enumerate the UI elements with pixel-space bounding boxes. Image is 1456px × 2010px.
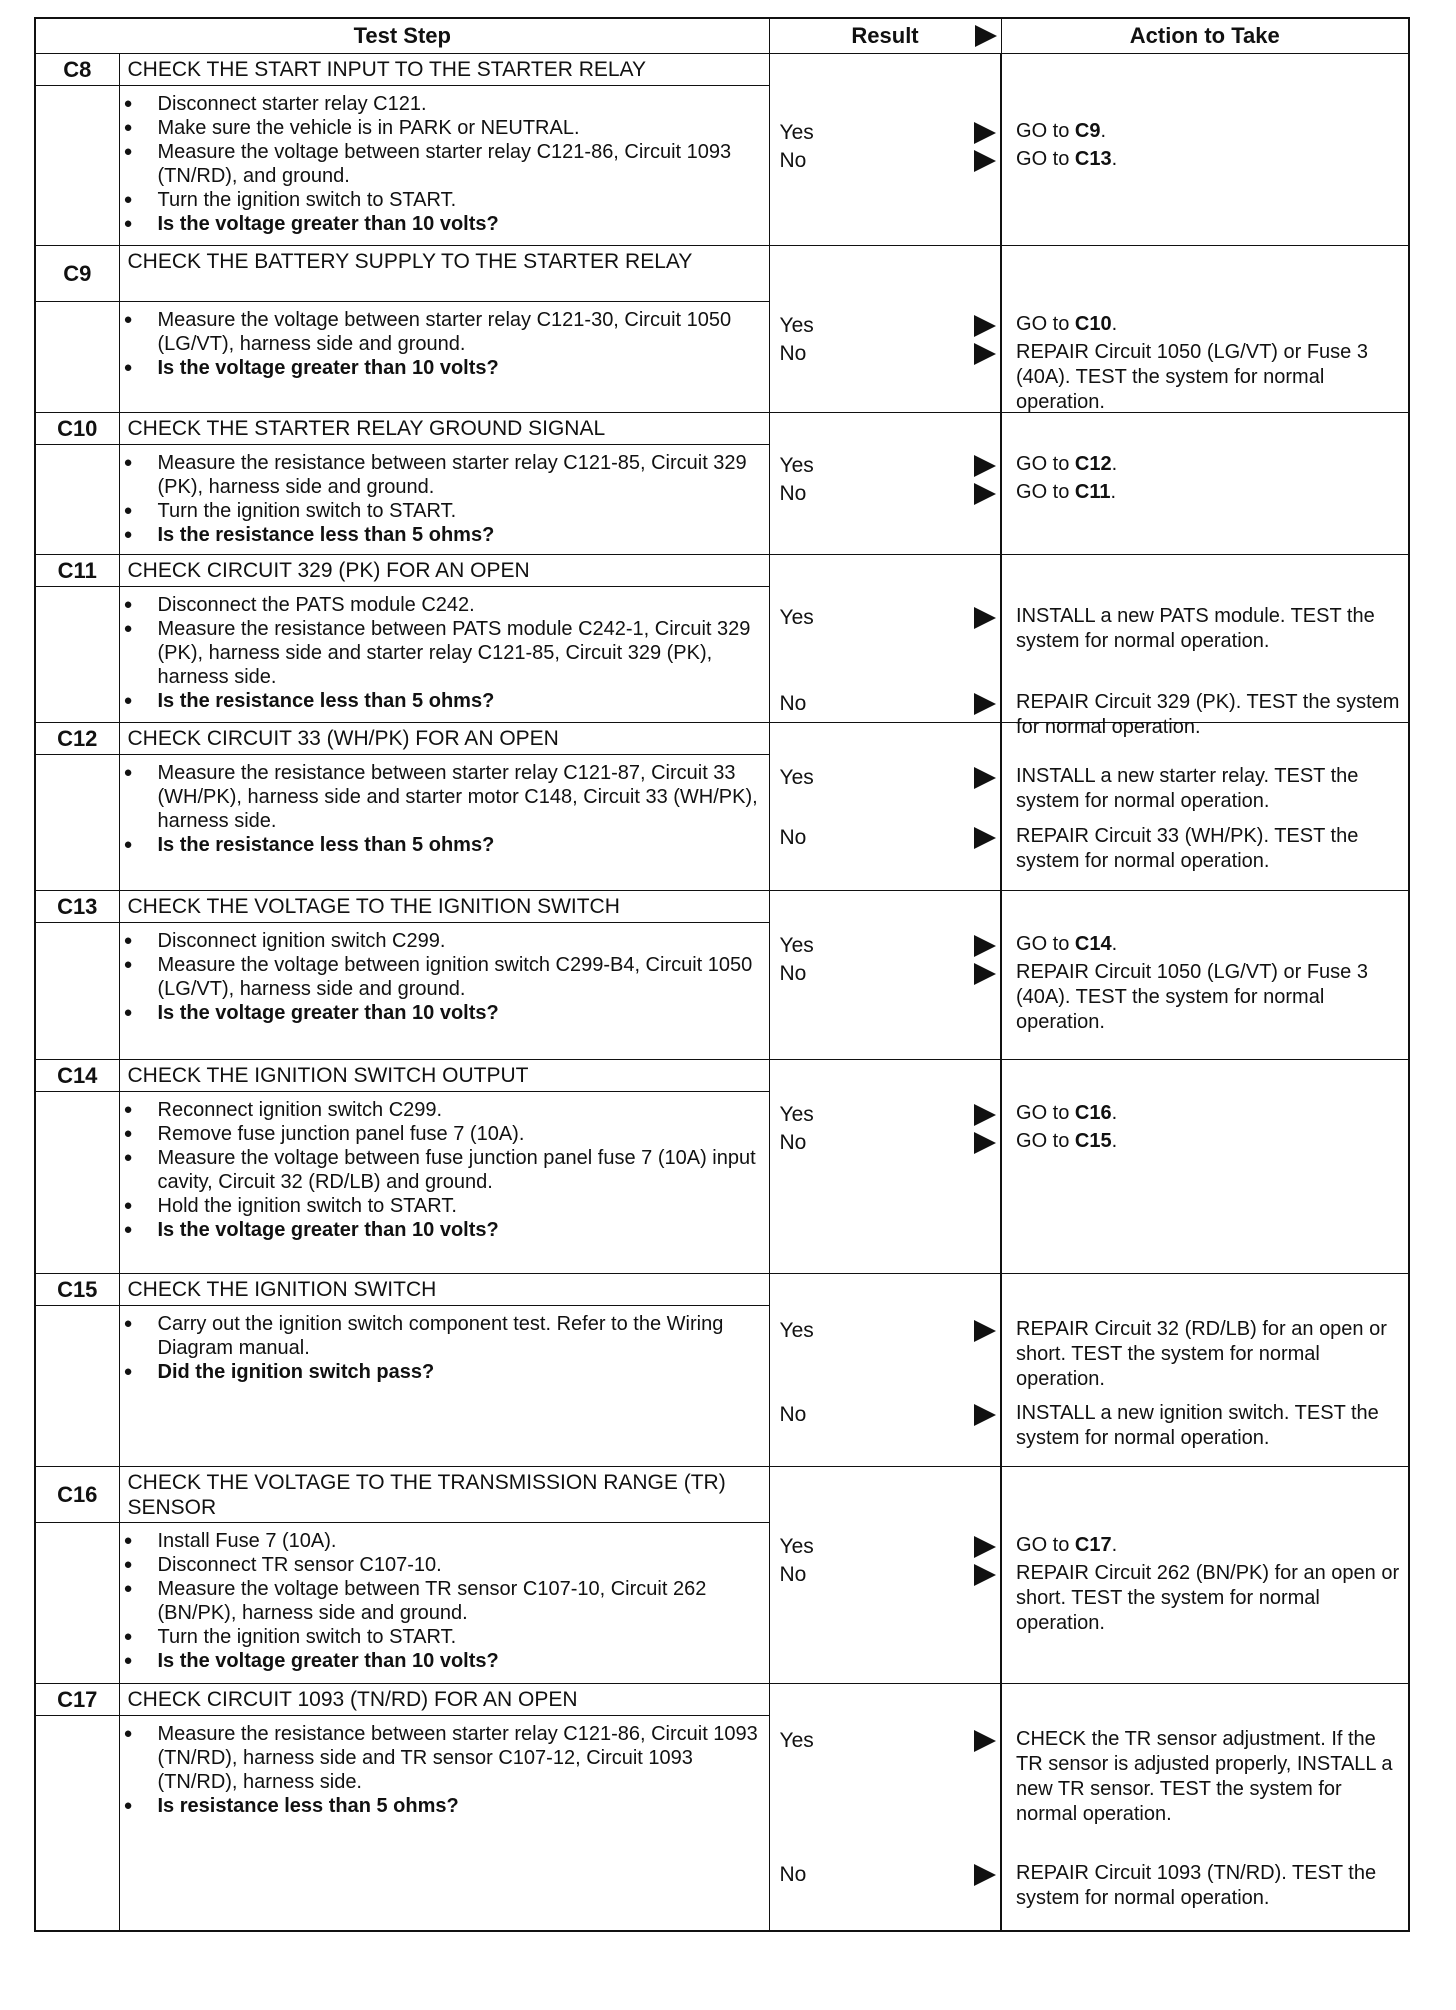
action-text <box>1016 764 1402 814</box>
instruction-item: ● Measure the voltage between starter relay C121-86, Circuit 1093 (TN/RD), and ground. <box>158 140 759 188</box>
arrow-right-icon <box>974 607 996 629</box>
pinpoint-test-table <box>34 17 1410 1932</box>
result-label: Yes <box>779 1729 814 1752</box>
result-line <box>780 1563 997 1593</box>
step-title-row <box>35 1684 1409 1716</box>
step-instructions <box>119 587 769 723</box>
arrow-right-icon <box>974 693 996 715</box>
result-label: No <box>779 1863 807 1886</box>
step-title-row <box>35 54 1409 86</box>
result-label: No <box>779 482 807 505</box>
step-result-cell <box>769 555 1001 723</box>
action-target-step: C15 <box>1074 1130 1112 1152</box>
result-line <box>780 1131 997 1161</box>
arrow-right-icon <box>974 1404 996 1426</box>
step-title-row <box>35 1060 1409 1092</box>
step-title: CHECK CIRCUIT 33 (WH/PK) FOR AN OPEN <box>119 723 769 755</box>
step-id: C17 <box>35 1684 119 1716</box>
instruction-item: ● Turn the ignition switch to START. <box>158 188 759 212</box>
action-text-main: GO to <box>1016 120 1075 142</box>
step-instructions <box>119 86 769 246</box>
action-target-step: C17 <box>1074 1534 1112 1556</box>
arrow-right-icon <box>974 343 996 365</box>
step-result-cell <box>769 246 1001 413</box>
action-text-main: GO to <box>1016 933 1075 955</box>
result-line <box>780 1403 997 1433</box>
action-text-main: GO to <box>1016 453 1075 475</box>
arrow-right-icon <box>974 1320 996 1342</box>
step-result-cell <box>769 891 1001 1060</box>
step-id: C13 <box>35 891 119 923</box>
step-result-cell <box>769 1684 1001 1931</box>
step-title-row <box>35 891 1409 923</box>
step-result-cell <box>769 1467 1001 1684</box>
header-action: Action to Take <box>1001 18 1409 54</box>
step-title-row <box>35 1274 1409 1306</box>
instruction-item: ● Install Fuse 7 (10A). <box>158 1529 759 1553</box>
result-label: No <box>779 342 807 365</box>
action-text <box>1016 119 1402 144</box>
action-text <box>1016 932 1402 957</box>
arrow-right-icon <box>974 1132 996 1154</box>
instruction-item: ● Disconnect starter relay C121. <box>158 92 759 116</box>
step-id: C11 <box>35 555 119 587</box>
action-text-main: CHECK the TR sensor adjustment. If the TR sensor is adjusted properly, INSTALL a new TR sensor. TEST the system for normal operation. <box>1016 1728 1393 1825</box>
result-line <box>780 934 997 964</box>
action-text <box>1016 1861 1402 1911</box>
arrow-right-icon <box>974 455 996 477</box>
step-action-cell <box>1001 1467 1409 1684</box>
result-line <box>780 766 997 796</box>
step-instructions <box>119 1306 769 1467</box>
result-line <box>780 121 997 151</box>
step-title-row <box>35 413 1409 445</box>
arrow-right-icon <box>974 935 996 957</box>
result-label: Yes <box>779 121 814 144</box>
instruction-item: ● Make sure the vehicle is in PARK or NEUTRAL. <box>158 116 759 140</box>
step-id: C14 <box>35 1060 119 1092</box>
instruction-list <box>158 761 759 857</box>
result-label: No <box>779 962 807 985</box>
action-text-end: . <box>1111 1534 1118 1556</box>
instruction-item: ● Measure the voltage between starter relay C121-30, Circuit 1050 (LG/VT), harness side and ground. <box>158 308 759 356</box>
action-text-end: . <box>1111 933 1118 955</box>
step-id-spacer <box>35 302 119 413</box>
action-text-main: REPAIR Circuit 33 (WH/PK). TEST the system for normal operation. <box>1016 825 1359 872</box>
action-target-step: C11 <box>1074 481 1111 503</box>
instruction-item: ● Reconnect ignition switch C299. <box>158 1098 759 1122</box>
arrow-right-icon <box>974 1536 996 1558</box>
step-question: ● Is the resistance less than 5 ohms? <box>158 833 759 857</box>
action-text-end: . <box>1100 120 1107 142</box>
result-label: No <box>779 1563 807 1586</box>
action-text-main: INSTALL a new PATS module. TEST the system for normal operation. <box>1016 605 1375 652</box>
result-label: Yes <box>779 1535 814 1558</box>
result-label: Yes <box>779 606 814 629</box>
step-id-spacer <box>35 445 119 555</box>
action-target-step: C13 <box>1074 148 1112 170</box>
step-action-cell <box>1001 555 1409 738</box>
step-title: CHECK THE STARTER RELAY GROUND SIGNAL <box>119 413 769 445</box>
step-action-cell <box>1001 1060 1409 1274</box>
step-question: ● Is the voltage greater than 10 volts? <box>158 1001 759 1025</box>
diagnostic-page <box>34 17 1408 1932</box>
result-line <box>780 826 997 856</box>
step-title: CHECK THE START INPUT TO THE STARTER RELAY <box>119 54 769 86</box>
step-result-cell <box>769 723 1001 891</box>
action-text <box>1016 452 1402 477</box>
action-text <box>1016 1561 1402 1636</box>
header-result <box>769 18 1001 54</box>
step-title-row <box>35 555 1409 587</box>
instruction-item: ● Carry out the ignition switch component test. Refer to the Wiring Diagram manual. <box>158 1312 759 1360</box>
action-text <box>1016 312 1402 337</box>
result-line <box>780 606 997 636</box>
instruction-list <box>158 1722 759 1818</box>
result-label: Yes <box>779 314 814 337</box>
step-id-spacer <box>35 86 119 246</box>
instruction-list <box>158 1098 759 1242</box>
action-text <box>1016 1129 1402 1154</box>
action-text <box>1016 340 1402 415</box>
arrow-right-icon <box>974 1564 996 1586</box>
result-line <box>780 482 997 512</box>
result-line <box>780 1103 997 1133</box>
result-line <box>780 342 997 372</box>
step-instructions <box>119 302 769 413</box>
step-instructions <box>119 1523 769 1684</box>
step-id-spacer <box>35 1092 119 1274</box>
arrow-right-icon <box>974 315 996 337</box>
step-id-spacer <box>35 1523 119 1684</box>
action-text-main: GO to <box>1016 1534 1075 1556</box>
action-text <box>1016 604 1402 654</box>
instruction-list <box>158 308 759 380</box>
header-result-label: Result <box>851 23 919 48</box>
step-title-row <box>35 246 1409 302</box>
arrow-right-icon <box>974 767 996 789</box>
action-text-main: GO to <box>1016 313 1075 335</box>
step-question: ● Is the resistance less than 5 ohms? <box>158 689 759 713</box>
result-label: Yes <box>779 1319 814 1342</box>
step-instructions <box>119 445 769 555</box>
instruction-item: ● Measure the resistance between starter relay C121-86, Circuit 1093 (TN/RD), harness side and TR sensor C107-12, Circuit 1093 (TN/RD), harness side. <box>158 1722 759 1794</box>
result-label: Yes <box>779 1103 814 1126</box>
step-id: C16 <box>35 1467 119 1523</box>
step-action-cell <box>1001 891 1409 1060</box>
result-label: No <box>779 692 807 715</box>
arrow-right-icon <box>974 1864 996 1886</box>
action-text <box>1016 824 1402 874</box>
result-line <box>780 314 997 344</box>
step-id: C8 <box>35 54 119 86</box>
action-text-end: . <box>1110 481 1117 503</box>
step-id-spacer <box>35 1716 119 1931</box>
result-label: No <box>779 1131 807 1154</box>
step-instructions <box>119 1716 769 1931</box>
step-title: CHECK THE BATTERY SUPPLY TO THE STARTER RELAY <box>119 246 769 302</box>
action-text-main: REPAIR Circuit 262 (BN/PK) for an open or short. TEST the system for normal operation. <box>1016 1562 1400 1634</box>
result-label: No <box>779 1403 807 1426</box>
action-text <box>1016 480 1402 505</box>
action-text-main: REPAIR Circuit 1050 (LG/VT) or Fuse 3 (40A). TEST the system for normal operation. <box>1016 341 1368 413</box>
instruction-item: ● Measure the voltage between fuse junction panel fuse 7 (10A) input cavity, Circuit 32 (RD/LB) and ground. <box>158 1146 759 1194</box>
step-title: CHECK THE VOLTAGE TO THE IGNITION SWITCH <box>119 891 769 923</box>
step-action-cell <box>1001 413 1409 555</box>
step-id: C15 <box>35 1274 119 1306</box>
result-label: Yes <box>779 766 814 789</box>
step-id-spacer <box>35 755 119 891</box>
action-text <box>1016 960 1402 1035</box>
instruction-item: ● Disconnect TR sensor C107-10. <box>158 1553 759 1577</box>
header-test-step: Test Step <box>35 18 769 54</box>
step-question: ● Is the resistance less than 5 ohms? <box>158 523 759 547</box>
instruction-item: ● Remove fuse junction panel fuse 7 (10A). <box>158 1122 759 1146</box>
step-question: ● Did the ignition switch pass? <box>158 1360 759 1384</box>
action-text <box>1016 1533 1402 1558</box>
result-line <box>780 962 997 992</box>
action-target-step: C16 <box>1074 1102 1112 1124</box>
step-action-cell <box>1001 723 1409 891</box>
step-question: ● Is the voltage greater than 10 volts? <box>158 1218 759 1242</box>
action-text <box>1016 1317 1402 1392</box>
result-line <box>780 1863 997 1893</box>
action-target-step: C14 <box>1074 933 1112 955</box>
result-label: No <box>779 149 807 172</box>
action-text-end: . <box>1111 148 1118 170</box>
result-label: Yes <box>779 934 814 957</box>
action-text <box>1016 147 1402 172</box>
step-action-cell <box>1001 1274 1409 1467</box>
step-title: CHECK CIRCUIT 1093 (TN/RD) FOR AN OPEN <box>119 1684 769 1716</box>
result-line <box>780 1729 997 1759</box>
step-question: ● Is resistance less than 5 ohms? <box>158 1794 759 1818</box>
step-question: ● Is the voltage greater than 10 volts? <box>158 356 759 380</box>
step-title-row <box>35 723 1409 755</box>
arrow-right-icon <box>974 963 996 985</box>
step-id: C9 <box>35 246 119 302</box>
action-text-end: . <box>1111 313 1118 335</box>
result-label: Yes <box>779 454 814 477</box>
step-id: C12 <box>35 723 119 755</box>
instruction-item: ● Measure the resistance between PATS module C242-1, Circuit 329 (PK), harness side and starter relay C121-85, Circuit 329 (PK), harness side. <box>158 617 759 689</box>
step-action-cell <box>1001 1684 1409 1931</box>
instruction-item: ● Turn the ignition switch to START. <box>158 1625 759 1649</box>
step-id-spacer <box>35 1306 119 1467</box>
step-title-row <box>35 1467 1409 1523</box>
action-text-main: GO to <box>1016 1130 1075 1152</box>
action-text <box>1016 1401 1402 1451</box>
arrow-right-icon <box>974 150 996 172</box>
action-text <box>1016 1101 1402 1126</box>
action-text-main: INSTALL a new starter relay. TEST the system for normal operation. <box>1016 765 1359 812</box>
instruction-list <box>158 1312 759 1384</box>
arrow-right-icon <box>974 827 996 849</box>
step-instructions <box>119 923 769 1060</box>
action-text-end: . <box>1111 1102 1118 1124</box>
step-id: C10 <box>35 413 119 445</box>
result-label: No <box>779 826 807 849</box>
action-text-main: REPAIR Circuit 1050 (LG/VT) or Fuse 3 (40A). TEST the system for normal operation. <box>1016 961 1368 1033</box>
step-instructions <box>119 755 769 891</box>
step-action-cell <box>1001 54 1409 246</box>
action-text-main: GO to <box>1016 481 1075 503</box>
step-question: ● Is the voltage greater than 10 volts? <box>158 212 759 236</box>
arrow-right-icon <box>975 25 997 53</box>
table-body <box>35 54 1409 1931</box>
action-text-main: REPAIR Circuit 329 (PK). TEST the system for normal operation. <box>1016 691 1400 738</box>
step-id-spacer <box>35 923 119 1060</box>
result-line <box>780 149 997 179</box>
step-title: CHECK THE IGNITION SWITCH OUTPUT <box>119 1060 769 1092</box>
step-title: CHECK THE IGNITION SWITCH <box>119 1274 769 1306</box>
action-target-step: C10 <box>1074 313 1112 335</box>
step-title: CHECK THE VOLTAGE TO THE TRANSMISSION RANGE (TR) SENSOR <box>119 1467 769 1523</box>
instruction-list <box>158 451 759 547</box>
instruction-item: ● Hold the ignition switch to START. <box>158 1194 759 1218</box>
action-text-main: INSTALL a new ignition switch. TEST the system for normal operation. <box>1016 1402 1379 1449</box>
step-action-cell <box>1001 246 1409 413</box>
result-line <box>780 1319 997 1349</box>
instruction-item: ● Measure the resistance between starter relay C121-87, Circuit 33 (WH/PK), harness side and starter motor C148, Circuit 33 (WH/PK), harness side. <box>158 761 759 833</box>
table-header-row <box>35 18 1409 54</box>
action-text-main: REPAIR Circuit 1093 (TN/RD). TEST the system for normal operation. <box>1016 1862 1377 1909</box>
instruction-item: ● Turn the ignition switch to START. <box>158 499 759 523</box>
instruction-item: ● Measure the resistance between starter relay C121-85, Circuit 329 (PK), harness side and ground. <box>158 451 759 499</box>
action-text-main: GO to <box>1016 148 1075 170</box>
result-line <box>780 692 997 722</box>
action-target-step: C9 <box>1074 120 1101 142</box>
action-text-end: . <box>1111 453 1118 475</box>
instruction-list <box>158 1529 759 1673</box>
action-text <box>1016 1727 1402 1827</box>
instruction-list <box>158 929 759 1025</box>
action-text-end: . <box>1111 1130 1118 1152</box>
arrow-right-icon <box>974 122 996 144</box>
step-question: ● Is the voltage greater than 10 volts? <box>158 1649 759 1673</box>
step-result-cell <box>769 1060 1001 1274</box>
instruction-item: ● Disconnect the PATS module C242. <box>158 593 759 617</box>
step-result-cell <box>769 54 1001 246</box>
action-target-step: C12 <box>1074 453 1112 475</box>
arrow-right-icon <box>974 1730 996 1752</box>
instruction-item: ● Measure the voltage between ignition switch C299-B4, Circuit 1050 (LG/VT), harness side and ground. <box>158 953 759 1001</box>
instruction-item: ● Disconnect ignition switch C299. <box>158 929 759 953</box>
arrow-right-icon <box>974 1104 996 1126</box>
step-result-cell <box>769 413 1001 555</box>
step-title: CHECK CIRCUIT 329 (PK) FOR AN OPEN <box>119 555 769 587</box>
step-id-spacer <box>35 587 119 723</box>
step-instructions <box>119 1092 769 1274</box>
instruction-item: ● Measure the voltage between TR sensor C107-10, Circuit 262 (BN/PK), harness side and ground. <box>158 1577 759 1625</box>
action-text-main: REPAIR Circuit 32 (RD/LB) for an open or short. TEST the system for normal operation. <box>1016 1318 1387 1390</box>
instruction-list <box>158 593 759 713</box>
instruction-list <box>158 92 759 236</box>
step-result-cell <box>769 1274 1001 1467</box>
arrow-right-icon <box>974 483 996 505</box>
action-text-main: GO to <box>1016 1102 1075 1124</box>
result-line <box>780 454 997 484</box>
result-line <box>780 1535 997 1565</box>
